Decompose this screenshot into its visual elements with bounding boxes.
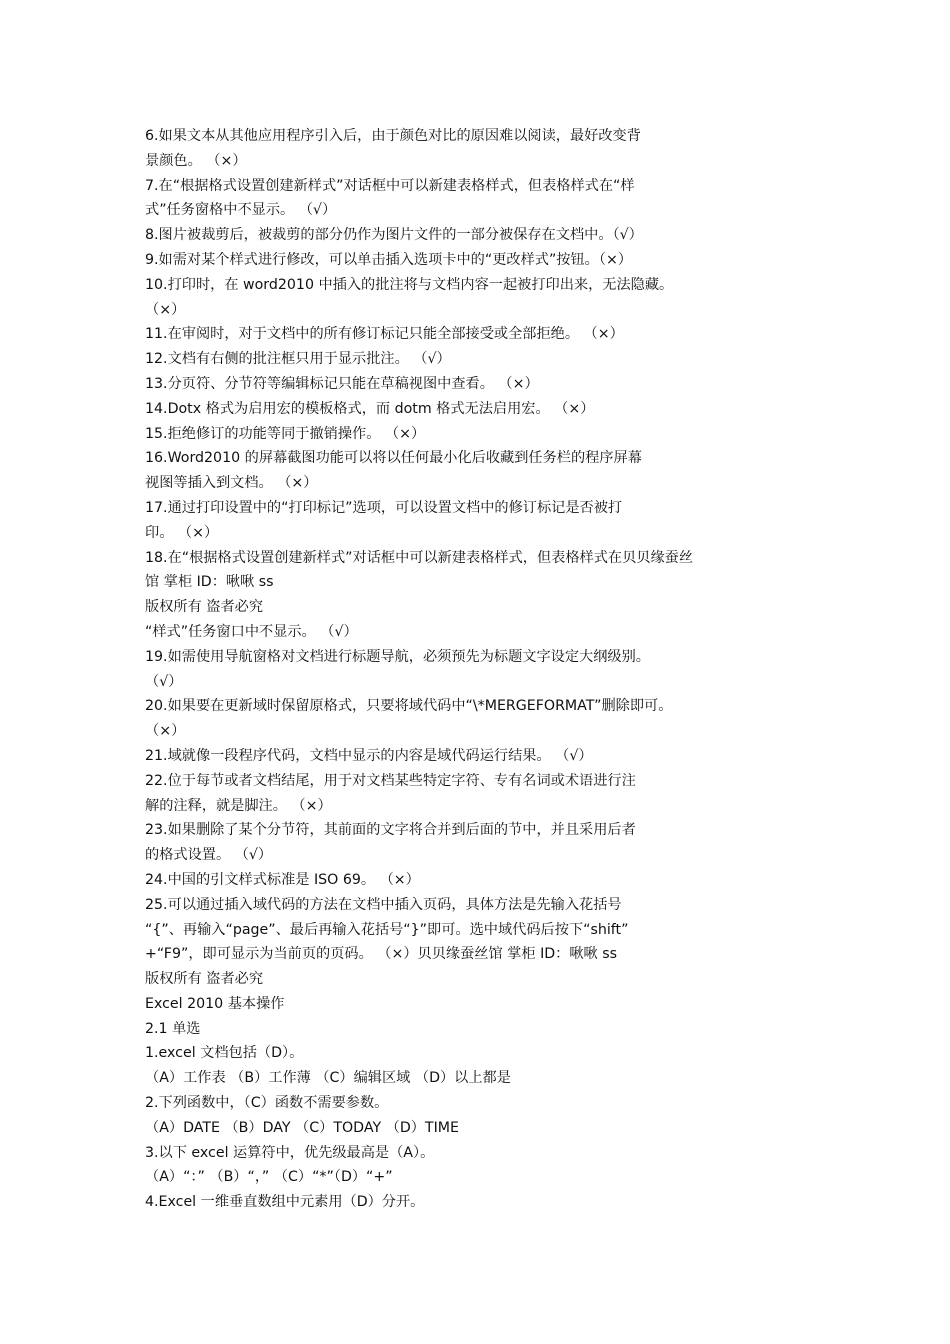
text-line-8: （×）	[145, 301, 186, 318]
text-line-7: 10.打印时，在 word2010 中插入的批注将与文档内容一起被打印出来，无法隐藏。	[145, 276, 674, 293]
text-line-9: 11.在审阅时，对于文档中的所有修订标记只能全部接受或全部拒绝。 （×）	[145, 326, 624, 343]
question-4: 4.Excel 一维垂直数组中元素用（D）分开。	[145, 1194, 425, 1211]
text-line-18: 18.在“根据格式设置创建新样式”对话框中可以新建表格样式，但表格样式在贝贝缘蚕丝	[145, 549, 694, 566]
options-1: （A）工作表 （B）工作薄 （C）编辑区域 （D）以上都是	[145, 1070, 511, 1087]
text-line-31: 24.中国的引文样式标准是 ISO 69。 （×）	[145, 871, 420, 888]
question-3: 3.以下 excel 运算符中，优先级最高是（A）。	[145, 1144, 435, 1161]
text-line-10: 12.文档有右侧的批注框只用于显示批注。 （√）	[145, 351, 451, 368]
question-2: 2.下列函数中，（C）函数不需要参数。	[145, 1095, 389, 1112]
text-line-24: 20.如果要在更新域时保留原格式，只要将域代码中“\*MERGEFORMAT”删除即可。	[145, 698, 673, 715]
text-line-17: 印。 （×）	[145, 524, 219, 541]
text-line-20: 版权所有 盗者必究	[145, 599, 264, 616]
text-line-14: 16.Word2010 的屏幕截图功能可以将以任何最小化后收藏到任务栏的程序屏幕	[145, 450, 642, 467]
text-line-30: 的格式设置。 （√）	[145, 847, 273, 864]
text-line-1: 6.如果文本从其他应用程序引入后，由于颜色对比的原因难以阅读，最好改变背	[145, 128, 641, 144]
text-line-16: 17.通过打印设置中的“打印标记”选项，可以设置文档中的修订标记是否被打	[145, 499, 623, 516]
section-heading: Excel 2010 基本操作	[145, 995, 285, 1012]
text-line-32: 25.可以通过插入域代码的方法在文档中插入页码，具体方法是先输入花括号	[145, 896, 622, 913]
options-2: （A）DATE （B）DAY （C）TODAY （D）TIME	[145, 1119, 459, 1136]
text-line-13: 15.拒绝修订的功能等同于撤销操作。 （×）	[145, 425, 426, 442]
text-line-29: 23.如果删除了某个分节符，其前面的文字将合并到后面的节中，并且采用后者	[145, 822, 636, 839]
text-line-28: 解的注释，就是脚注。 （×）	[145, 797, 332, 814]
document-page	[145, 124, 825, 1215]
text-line-19: 馆 掌柜 ID：啾啾 ss	[145, 574, 274, 591]
text-line-26: 21.域就像一段程序代码，文档中显示的内容是域代码运行结果。 （√）	[145, 747, 593, 764]
text-line-22: 19.如需使用导航窗格对文档进行标题导航，必须预先为标题文字设定大纲级别。	[145, 648, 650, 665]
text-line-5: 8.图片被裁剪后，被裁剪的部分仍作为图片文件的一部分被保存在文档中。（√）	[145, 227, 643, 244]
options-3: （A）“：” （B）“，” （C）“*”（D）“+”	[145, 1169, 393, 1186]
text-line-33: “{”、再输入“page”、最后再输入花括号“}”即可。选中域代码后按下“shift”	[145, 921, 629, 938]
text-line-3: 7.在“根据格式设置创建新样式”对话框中可以新建表格样式，但表格样式在“样	[145, 177, 635, 194]
text-line-34: +“F9”，即可显示为当前页的页码。 （×）贝贝缘蚕丝馆 掌柜 ID：啾啾 ss	[145, 946, 618, 963]
text-line-11: 13.分页符、分节符等编辑标记只能在草稿视图中查看。 （×）	[145, 375, 539, 392]
text-line-2: 景颜色。 （×）	[145, 152, 247, 169]
text-line-12: 14.Dotx 格式为启用宏的模板格式，而 dotm 格式无法启用宏。 （×）	[145, 400, 595, 417]
text-line-27: 22.位于每节或者文档结尾，用于对文档某些特定字符、专有名词或术语进行注	[145, 772, 636, 789]
text-line-23: （√）	[145, 673, 183, 690]
question-1: 1.excel 文档包括（D）。	[145, 1045, 304, 1062]
text-line-4: 式”任务窗格中不显示。 （√）	[145, 202, 337, 219]
text-line-35: 版权所有 盗者必究	[145, 971, 264, 988]
text-line-6: 9.如需对某个样式进行修改，可以单击插入选项卡中的“更改样式”按钮。（×）	[145, 251, 633, 268]
text-line-15: 视图等插入到文档。 （×）	[145, 475, 318, 492]
text-line-21: “样式”任务窗口中不显示。 （√）	[145, 623, 358, 640]
subsection-heading: 2.1 单选	[145, 1020, 201, 1037]
text-line-25: （×）	[145, 723, 186, 740]
